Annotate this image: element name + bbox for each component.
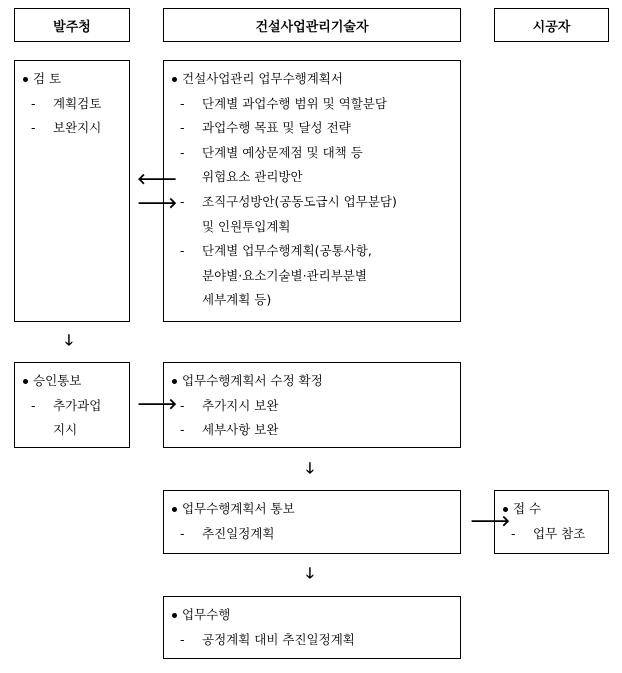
approval-title: 승인통보 [21, 369, 123, 394]
approval-item: - 추가과업 [31, 397, 102, 413]
revision-item: - 추가지시 보완 [180, 397, 279, 413]
plan-item: - 단계별 예상문제점 및 대책 등 [180, 144, 363, 160]
plan-item-continued: 분야별·요소기술별·관리부분별 [202, 267, 367, 283]
approval-box [14, 362, 130, 448]
revision-title: 업무수행계획서 수정 확정 [170, 369, 454, 394]
plan-box [163, 60, 461, 322]
plan-title: 건설사업관리 업무수행계획서 [170, 67, 454, 92]
arrow-left-icon: 🡐 [137, 170, 178, 188]
client-review-box [14, 60, 130, 322]
plan-item-continued: 및 인원투입계획 [202, 218, 291, 234]
receipt-item: - 업무 참조 [511, 525, 586, 541]
client-review-item: - 계획검토 [31, 95, 102, 111]
execution-item: - 공정계획 대비 추진일정계획 [180, 631, 355, 647]
plan-item: - 과업수행 목표 및 달성 전략 [180, 120, 351, 136]
arrow-down-icon: 🡓 [306, 459, 314, 477]
notice-box [163, 490, 461, 554]
receipt-title: 접 수 [501, 497, 602, 522]
arrow-right-icon: 🡒 [470, 512, 511, 530]
execution-box [163, 596, 461, 659]
arrow-right-icon: 🡒 [137, 194, 178, 212]
arrow-right-icon: 🡒 [137, 395, 178, 413]
approval-item-continued: 지시 [53, 422, 78, 438]
header-client [14, 8, 130, 42]
plan-item-continued: 세부계획 등) [202, 292, 272, 308]
header-client-label: 발주청 [53, 19, 91, 35]
notice-item: - 추진일정계획 [180, 525, 275, 541]
execution-title: 업무수행 [170, 603, 454, 628]
plan-item: - 단계별 과업수행 범위 및 역할분담 [180, 95, 387, 111]
client-review-title: 검 토 [21, 67, 123, 92]
client-review-item: - 보완지시 [31, 120, 102, 136]
revision-box [163, 362, 461, 448]
revision-item: - 세부사항 보완 [180, 422, 279, 438]
header-contractor [494, 8, 609, 42]
arrow-down-icon: 🡓 [65, 331, 73, 349]
header-manager [163, 8, 461, 42]
header-contractor-label: 시공자 [532, 19, 571, 35]
plan-item: - 조직구성방안(공동도급시 업무분담) [180, 193, 397, 209]
plan-item: - 단계별 업무수행계획(공통사항, [180, 243, 372, 259]
receipt-box [494, 490, 609, 554]
arrow-down-icon: 🡓 [306, 564, 314, 582]
notice-title: 업무수행계획서 통보 [170, 497, 454, 522]
header-manager-label: 건설사업관리기술자 [255, 19, 369, 35]
plan-item-continued: 위험요소 관리방안 [202, 169, 303, 185]
